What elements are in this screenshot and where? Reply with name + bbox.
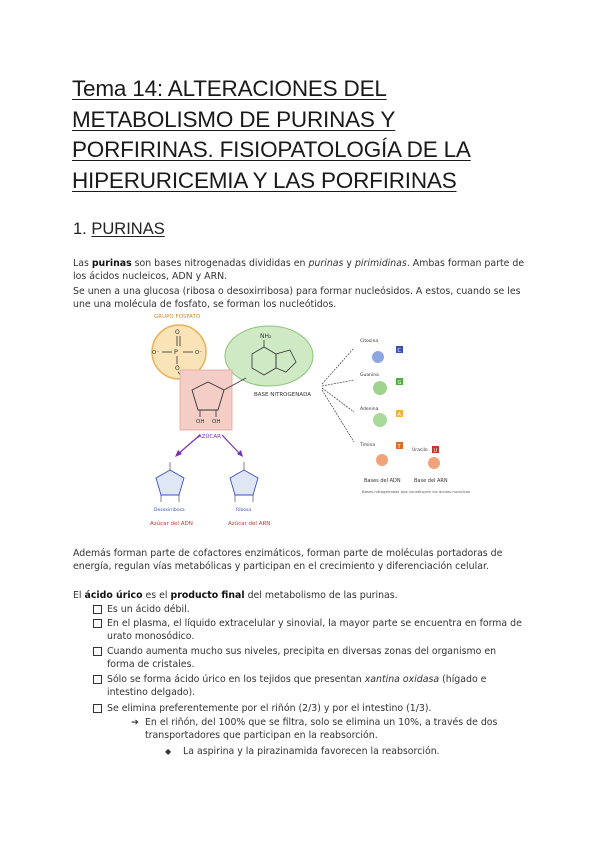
para4-text-3: del metabolismo de las purinas. bbox=[244, 590, 398, 601]
checkbox[interactable] bbox=[93, 675, 102, 684]
checklist-item-text: Sólo se forma ácido úrico en los tejidos que presentan xantina oxidasa (hígado e intestino delgado). bbox=[107, 674, 487, 699]
checklist-item-text: Es un ácido débil. bbox=[107, 604, 190, 615]
deoxyribose-structure bbox=[156, 462, 184, 502]
rna-sugar-caption: Azúcar del ARN bbox=[228, 521, 271, 527]
base-guanina bbox=[360, 372, 403, 395]
base-adenina bbox=[360, 406, 403, 427]
checklist-item bbox=[93, 702, 523, 715]
ribose-name: Ribosa bbox=[236, 508, 252, 513]
paragraph-purinas bbox=[73, 257, 525, 283]
checkbox[interactable] bbox=[93, 647, 102, 656]
checklist-item bbox=[93, 673, 523, 699]
phosphorus-atom: P bbox=[174, 348, 178, 356]
diamond-bullet-icon: ◆ bbox=[165, 747, 172, 756]
checkbox[interactable] bbox=[93, 619, 102, 628]
nucleotide-diagram bbox=[142, 312, 471, 530]
base-timina bbox=[359, 442, 403, 466]
checkbox[interactable] bbox=[93, 704, 102, 713]
hydroxyl-right: OH bbox=[212, 419, 221, 425]
section-label: PURINAS bbox=[91, 220, 165, 238]
svg-text:U: U bbox=[433, 448, 438, 454]
svg-text:Citosina: Citosina bbox=[360, 339, 379, 344]
svg-text:C: C bbox=[397, 348, 401, 354]
svg-text:T: T bbox=[397, 444, 401, 450]
base-citosina bbox=[360, 338, 403, 363]
svg-text:G: G bbox=[397, 380, 402, 386]
hydroxyl-left: OH bbox=[196, 419, 205, 425]
dna-bases-label: Bases del ADN bbox=[364, 478, 401, 484]
section-heading bbox=[73, 220, 165, 239]
para1-text-4: . Ambas forman parte de los ácidos nucleicos, ADN y ARN. bbox=[73, 258, 525, 283]
paragraph-nucleosidos: Se unen a una glucosa (ribosa o desoxirribosa) para formar nucleósidos. A estos, cuando se les une una molécula de fosfato, se forman los nucleótidos. bbox=[73, 286, 521, 311]
page-title: Tema 14: ALTERACIONES DEL METABOLISMO DE PURINAS Y PORFIRINAS. FISIOPATOLOGÍA DE LA HIPERURICEMIA Y LAS PORFIRINAS bbox=[72, 76, 471, 193]
diamond-subitem bbox=[165, 745, 525, 758]
base-uracilo bbox=[412, 446, 440, 469]
para4-bold-producto-final: producto final bbox=[170, 590, 245, 601]
checklist-item bbox=[93, 617, 523, 643]
ribose-structure bbox=[230, 462, 258, 502]
para1-text-3: y bbox=[343, 258, 355, 269]
para1-italic-purinas: purinas bbox=[308, 258, 344, 269]
deoxyribose-name: Desoxirribosa bbox=[154, 508, 185, 513]
rna-base-label: Base del ARN bbox=[414, 478, 448, 484]
arrow-subitem-text: En el riñón, del 100% que se filtra, solo se elimina un 10%, a través de dos transportadores que participan en la reabsorción. bbox=[145, 717, 498, 742]
xantina-oxidasa-text: xantina oxidasa bbox=[364, 674, 440, 685]
paragraph-funciones: Además forman parte de cofactores enzimáticos, forman parte de moléculas portadoras de energía, regulan vías metabólicas y participan en el crecimiento y diferenciación celular. bbox=[73, 548, 503, 573]
svg-text:Uracilo: Uracilo bbox=[412, 448, 428, 453]
checklist-item-text: Se elimina preferentemente por el riñón (2/3) y por el intestino (1/3). bbox=[107, 703, 432, 714]
paragraph-acido-urico bbox=[73, 589, 525, 602]
sugar-label: AZÚCAR bbox=[198, 434, 221, 440]
svg-text:Guanina: Guanina bbox=[360, 373, 379, 378]
phosphate-label: GRUPO FOSFATO bbox=[154, 314, 201, 320]
dna-sugar-caption: Azúcar del ADN bbox=[150, 521, 193, 527]
svg-text:Adenina: Adenina bbox=[360, 407, 379, 412]
oxygen-minus-right: O⁻ bbox=[195, 350, 203, 356]
checklist-item bbox=[93, 645, 523, 671]
para1-italic-pirimidinas: pirimidinas bbox=[354, 258, 407, 269]
section-number: 1. bbox=[73, 220, 87, 238]
arrow-subitem bbox=[131, 716, 521, 742]
oxygen-bridge: O bbox=[175, 365, 180, 372]
nh2-group: NH₂ bbox=[260, 333, 272, 340]
sugar-highlight bbox=[180, 370, 232, 430]
para4-text-1: El bbox=[73, 590, 85, 601]
oxygen-top: O bbox=[175, 329, 180, 336]
bases-caption: Bases nitrogenadas que constituyen los ácidos nucleicos bbox=[362, 489, 471, 494]
svg-text:Timina: Timina bbox=[360, 443, 376, 448]
para1-text-2: son bases nitrogenadas divididas en bbox=[131, 258, 309, 269]
checklist-item-text: Cuando aumenta mucho sus niveles, precipita en diversas zonas del organismo en forma de cristales. bbox=[107, 646, 497, 671]
para4-text-2: es el bbox=[142, 590, 171, 601]
para1-bold-purinas: purinas bbox=[91, 258, 132, 269]
diamond-subitem-text: La aspirina y la pirazinamida favorecen la reabsorción. bbox=[183, 746, 440, 757]
arrow-right-icon: ➔ bbox=[131, 717, 139, 728]
checklist-item-text: En el plasma, el líquido extracelular y sinovial, la mayor parte se encuentra en forma de urato monosódico. bbox=[107, 618, 522, 643]
oxygen-minus-left: O⁻ bbox=[152, 350, 160, 356]
para1-text-1: Las bbox=[73, 258, 92, 269]
para4-bold-acido-urico: ácido úrico bbox=[84, 590, 143, 601]
checklist-item bbox=[93, 603, 523, 616]
checkbox[interactable] bbox=[93, 605, 102, 614]
svg-text:A: A bbox=[397, 412, 401, 418]
base-label: BASE NITROGENADA bbox=[254, 392, 312, 398]
